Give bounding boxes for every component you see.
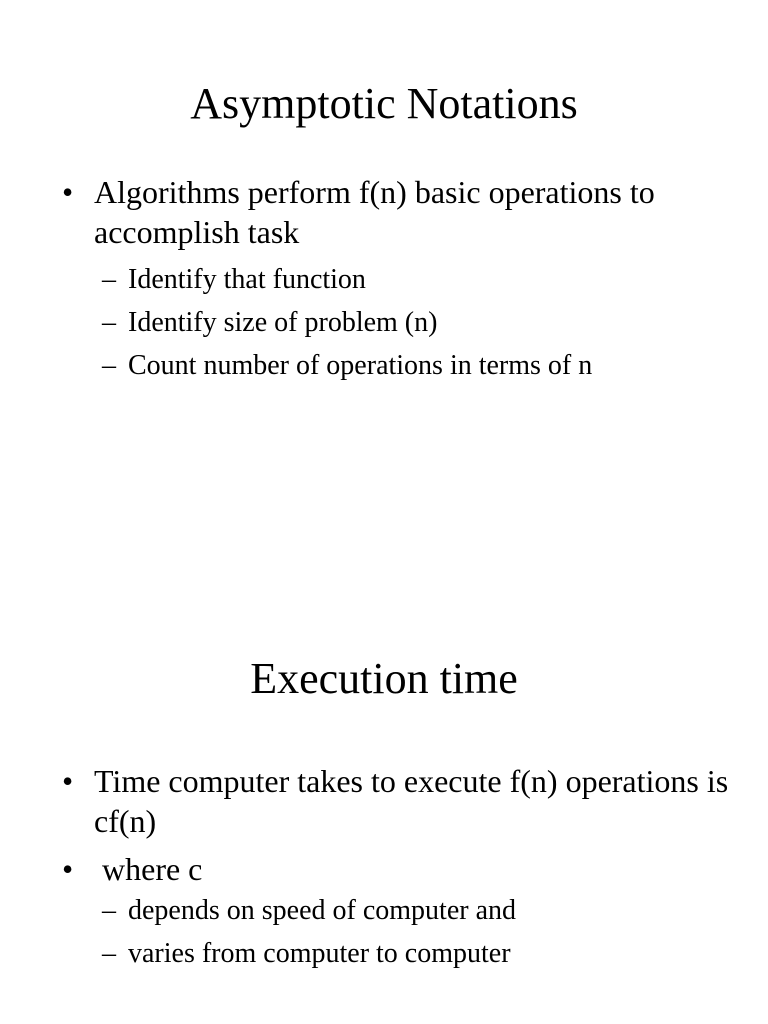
sub-bullet-group [0,889,768,975]
bullet-text: Time computer takes to execute f(n) operations is cf(n) [94,763,729,839]
slide-title: Asymptotic Notations [190,79,578,128]
sub-bullet-item [0,301,768,344]
sub-bullet-item [0,932,768,975]
sub-bullet-group [0,258,768,387]
dash-marker: – [102,938,116,969]
sub-bullet-item [0,889,768,932]
dash-marker: – [102,895,116,926]
sub-bullet-text: Count number of operations in terms of n [128,350,593,381]
sub-bullet-list [0,889,768,975]
dash-marker: – [102,307,116,338]
sub-bullet-item [0,344,768,387]
bullet-item [0,761,768,841]
bullet-list [0,761,768,975]
bullet-item [0,172,768,252]
slide-title: Execution time [250,654,518,703]
bullet-marker: • [62,763,74,799]
bullet-text: Algorithms perform f(n) basic operations to accomplish task [94,174,655,250]
bullet-text: where c [94,851,203,887]
slide-execution-time [0,512,768,1024]
sub-bullet-item [0,258,768,301]
dash-marker: – [102,350,116,381]
sub-bullet-text: varies from computer to computer [128,938,511,969]
bullet-marker: • [62,851,74,887]
sub-bullet-list [0,258,768,387]
sub-bullet-text: depends on speed of computer and [128,895,516,926]
bullet-item [0,849,768,889]
bullet-list [0,172,768,387]
bullet-marker: • [62,174,74,210]
sub-bullet-text: Identify size of problem (n) [128,307,438,338]
sub-bullet-text: Identify that function [128,264,366,295]
dash-marker: – [102,264,116,295]
